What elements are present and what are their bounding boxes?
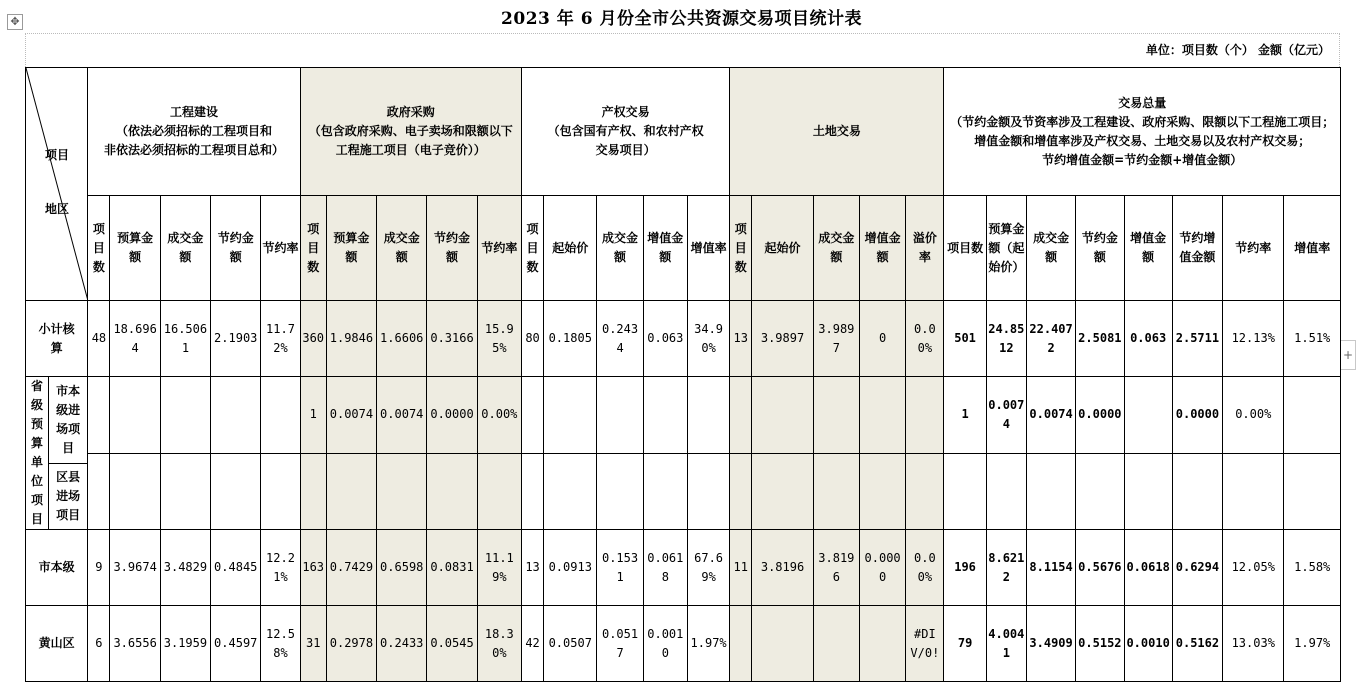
table-cell: 0.4845 [211, 530, 261, 606]
table-cell [1026, 453, 1075, 530]
row-label-provincial-city: 市本级进场项目 [56, 384, 81, 456]
subheader-cell: 成交金额 [1026, 196, 1075, 301]
table-cell [1124, 453, 1172, 530]
table-cell [906, 377, 944, 454]
group-header-total-text: 交易总量 （节约金额及节资率涉及工程建设、政府采购、限额以下工程施工项目； 增值金额和增值率涉及产权交易、土地交易以及农村产权交易； 节约增值金额=节约金额+增值金额） [950, 95, 1335, 167]
table-cell: 34.90% [687, 301, 729, 377]
subheader-cell: 增值率 [687, 196, 729, 301]
table-row [26, 453, 1341, 530]
subheader-cell: 节约金额 [1076, 196, 1124, 301]
table-cell [730, 453, 752, 530]
subheader-cell: 增值金额 [859, 196, 905, 301]
table-cell: 3.6556 [110, 606, 160, 682]
table-cell: 0.0517 [597, 606, 643, 682]
table-cell [211, 453, 261, 530]
table-cell: 15.95% [477, 301, 521, 377]
table-cell: 0.3166 [427, 301, 477, 377]
group-header-land [730, 68, 944, 196]
table-cell: 0.00% [1223, 377, 1284, 454]
group-header-property [521, 68, 729, 196]
table-cell: 0 [859, 301, 905, 377]
table-cell [859, 606, 905, 682]
table-cell [1284, 377, 1341, 454]
table-cell: 0.6294 [1172, 530, 1222, 606]
table-cell [752, 606, 813, 682]
table-cell [1172, 453, 1222, 530]
table-cell: 501 [944, 301, 986, 377]
table-cell: 1.51% [1284, 301, 1341, 377]
corner-diagonal [26, 68, 88, 301]
table-cell [160, 377, 210, 454]
unit-label: 单位：项目数（个） 金额（亿元） [1145, 43, 1330, 57]
table-cell: 0.6598 [377, 530, 427, 606]
table-cell [1076, 453, 1124, 530]
subheader-cell: 成交金额 [597, 196, 643, 301]
table-cell [597, 377, 643, 454]
table-cell: 22.4072 [1026, 301, 1075, 377]
subheader-cell: 增值率 [1284, 196, 1341, 301]
table-cell [813, 453, 859, 530]
table-cell: 0.0000 [859, 530, 905, 606]
table-cell [1284, 453, 1341, 530]
table-cell [110, 377, 160, 454]
table-cell: 3.1959 [160, 606, 210, 682]
subheader-cell: 成交金额 [377, 196, 427, 301]
subheader-cell: 项目数 [944, 196, 986, 301]
subheader-cell: 起始价 [752, 196, 813, 301]
table-cell [88, 377, 110, 454]
table-cell: 0.00% [906, 301, 944, 377]
table-cell [1223, 453, 1284, 530]
table-cell: 1.97% [687, 606, 729, 682]
table-cell: 3.4829 [160, 530, 210, 606]
table-cell: 18.6964 [110, 301, 160, 377]
plus-icon[interactable]: + [1340, 340, 1356, 370]
unit-row [25, 33, 1340, 67]
table-cell: 0.0618 [1124, 530, 1172, 606]
table-cell: 1.9846 [326, 301, 376, 377]
table-cell [944, 453, 986, 530]
table-cell [88, 453, 110, 530]
group-header-construction-text: 工程建设 （依法必须招标的工程项目和 非依法必须招标的工程项目总和） [103, 105, 284, 157]
table-cell: 0.063 [643, 301, 687, 377]
table-cell: 0.0000 [1076, 377, 1124, 454]
provincial-inner [26, 377, 87, 529]
subheader-cell: 项目数 [300, 196, 326, 301]
table-cell [687, 377, 729, 454]
table-cell: 1 [300, 377, 326, 454]
subheader-cell: 成交金额 [160, 196, 210, 301]
page-title: 2023 年 6 月份全市公共资源交易项目统计表 [501, 9, 862, 29]
table-cell: 3.8196 [813, 530, 859, 606]
table-cell: 1.58% [1284, 530, 1341, 606]
table-cell: 0.0074 [1026, 377, 1075, 454]
table-row [26, 530, 1341, 606]
subheader-cell: 项目数 [88, 196, 110, 301]
table-cell: 0.2434 [597, 301, 643, 377]
move-icon[interactable]: ✥ [7, 14, 23, 30]
table-cell [377, 453, 427, 530]
table-cell: 31 [300, 606, 326, 682]
table-cell: 12.05% [1223, 530, 1284, 606]
provincial-group-label-cell [26, 377, 49, 529]
table-cell: 13.03% [1223, 606, 1284, 682]
table-cell [859, 453, 905, 530]
table-cell: 0.2978 [326, 606, 376, 682]
table-cell: 79 [944, 606, 986, 682]
table-cell: 3.9897 [752, 301, 813, 377]
table-cell: 0.5676 [1076, 530, 1124, 606]
table-cell: 0.0010 [643, 606, 687, 682]
subheader-cell: 节约率 [1223, 196, 1284, 301]
table-cell: 42 [521, 606, 543, 682]
table-cell [521, 453, 543, 530]
table-cell [261, 377, 300, 454]
table-cell: 67.69% [687, 530, 729, 606]
table-cell: 24.8512 [986, 301, 1026, 377]
subheader-cell: 预算金额（起始价） [986, 196, 1026, 301]
table-cell: 0.00% [477, 377, 521, 454]
subheader-cell: 起始价 [544, 196, 597, 301]
table-cell: 3.9674 [110, 530, 160, 606]
corner-cell [26, 68, 88, 301]
table-cell: 163 [300, 530, 326, 606]
table-cell: 80 [521, 301, 543, 377]
subheader-cell: 节约增值金额 [1172, 196, 1222, 301]
table-cell: 1.6606 [377, 301, 427, 377]
table-row [26, 377, 1341, 454]
table-cell: #DIV/0! [906, 606, 944, 682]
table-cell: 12.21% [261, 530, 300, 606]
table-cell [160, 453, 210, 530]
subheader-cell: 节约率 [477, 196, 521, 301]
table-cell: 360 [300, 301, 326, 377]
subheader-cell: 溢价率 [906, 196, 944, 301]
table-cell: 11 [730, 530, 752, 606]
table-cell: 48 [88, 301, 110, 377]
table-row [26, 301, 1341, 377]
row-label-provincial-county: 区县进场项目 [56, 470, 81, 523]
table-cell: 3.4909 [1026, 606, 1075, 682]
table-cell: 12.13% [1223, 301, 1284, 377]
table-cell: 0.1805 [544, 301, 597, 377]
table-cell [211, 377, 261, 454]
table-cell: 0.00% [906, 530, 944, 606]
table-cell [730, 377, 752, 454]
table-cell: 0.0000 [1172, 377, 1222, 454]
table-cell: 11.19% [477, 530, 521, 606]
table-cell: 0.5162 [1172, 606, 1222, 682]
subheader-cell: 预算金额 [326, 196, 376, 301]
group-header-property-text: 产权交易 （包含国有产权、和农村产权 交易项目） [547, 105, 704, 157]
table-cell: 0.0545 [427, 606, 477, 682]
table-cell [544, 453, 597, 530]
table-cell: 8.1154 [1026, 530, 1075, 606]
group-header-procurement-text: 政府采购 （包含政府采购、电子卖场和限额以下 工程施工项目（电子竞价）） [308, 105, 513, 157]
table-cell [643, 377, 687, 454]
table-cell: 16.5061 [160, 301, 210, 377]
table-cell: 0.5152 [1076, 606, 1124, 682]
table-cell: 0.0074 [986, 377, 1026, 454]
table-cell: 0.0913 [544, 530, 597, 606]
table-cell: 13 [730, 301, 752, 377]
table-cell: 6 [88, 606, 110, 682]
subheader-cell: 节约率 [261, 196, 300, 301]
subheader-cell: 项目数 [730, 196, 752, 301]
table-cell: 0.0618 [643, 530, 687, 606]
group-header-construction [88, 68, 300, 196]
table-cell [326, 453, 376, 530]
table-cell [813, 606, 859, 682]
table-cell [752, 453, 813, 530]
table-cell: 0.0507 [544, 606, 597, 682]
provincial-county-label-cell [49, 464, 88, 529]
table-cell: 11.72% [261, 301, 300, 377]
table-cell: 0.0074 [377, 377, 427, 454]
subheader-cell: 节约金额 [427, 196, 477, 301]
table-cell: 18.30% [477, 606, 521, 682]
table-cell: 1.97% [1284, 606, 1341, 682]
row-label-provincial-group: 省级预算单位项目 [30, 379, 43, 526]
table-cell: 0.0000 [427, 377, 477, 454]
table-cell [643, 453, 687, 530]
provincial-group-cell [26, 377, 88, 530]
table-cell [110, 453, 160, 530]
table-cell: 2.1903 [211, 301, 261, 377]
table-cell: 2.5711 [1172, 301, 1222, 377]
subheader-cell: 成交金额 [813, 196, 859, 301]
subheader-cell: 增值金额 [1124, 196, 1172, 301]
table-cell: 3.8196 [752, 530, 813, 606]
group-header-total [944, 68, 1341, 196]
table-cell: 0.4597 [211, 606, 261, 682]
subheader-cell: 增值金额 [643, 196, 687, 301]
row-label-subtotal: 小计核算 [26, 301, 88, 377]
table-cell [597, 453, 643, 530]
table-cell: 0.0074 [326, 377, 376, 454]
provincial-city-label-cell [49, 377, 88, 464]
table-cell [730, 606, 752, 682]
table-cell [1124, 377, 1172, 454]
group-header-land-text: 土地交易 [812, 124, 861, 138]
table-cell [300, 453, 326, 530]
table-cell: 0.0831 [427, 530, 477, 606]
corner-label-region: 地区 [44, 202, 69, 216]
table-cell: 9 [88, 530, 110, 606]
table-cell [261, 453, 300, 530]
subheader-cell: 预算金额 [110, 196, 160, 301]
table-cell [544, 377, 597, 454]
table-cell [427, 453, 477, 530]
row-label-huangshan: 黄山区 [26, 606, 88, 682]
table-cell: 12.58% [261, 606, 300, 682]
table-cell: 0.7429 [326, 530, 376, 606]
table-row [26, 606, 1341, 682]
subheader-cell: 节约金额 [211, 196, 261, 301]
table-cell: 3.9897 [813, 301, 859, 377]
table-cell: 8.6212 [986, 530, 1026, 606]
table-cell: 0.1531 [597, 530, 643, 606]
row-label-city: 市本级 [26, 530, 88, 606]
table-cell [752, 377, 813, 454]
table-cell [477, 453, 521, 530]
table-cell: 4.0041 [986, 606, 1026, 682]
group-header-procurement [300, 68, 521, 196]
table-cell: 13 [521, 530, 543, 606]
table-cell [521, 377, 543, 454]
table-cell: 0.2433 [377, 606, 427, 682]
table-cell: 196 [944, 530, 986, 606]
subheader-cell: 项目数 [521, 196, 543, 301]
table-cell: 2.5081 [1076, 301, 1124, 377]
table-cell: 0.063 [1124, 301, 1172, 377]
table-cell: 1 [944, 377, 986, 454]
table-cell [906, 453, 944, 530]
table-cell [687, 453, 729, 530]
statistics-table [25, 67, 1341, 682]
corner-label-project: 项目 [44, 148, 69, 162]
table-cell [986, 453, 1026, 530]
table-cell [859, 377, 905, 454]
table-cell: 0.0010 [1124, 606, 1172, 682]
table-cell [813, 377, 859, 454]
